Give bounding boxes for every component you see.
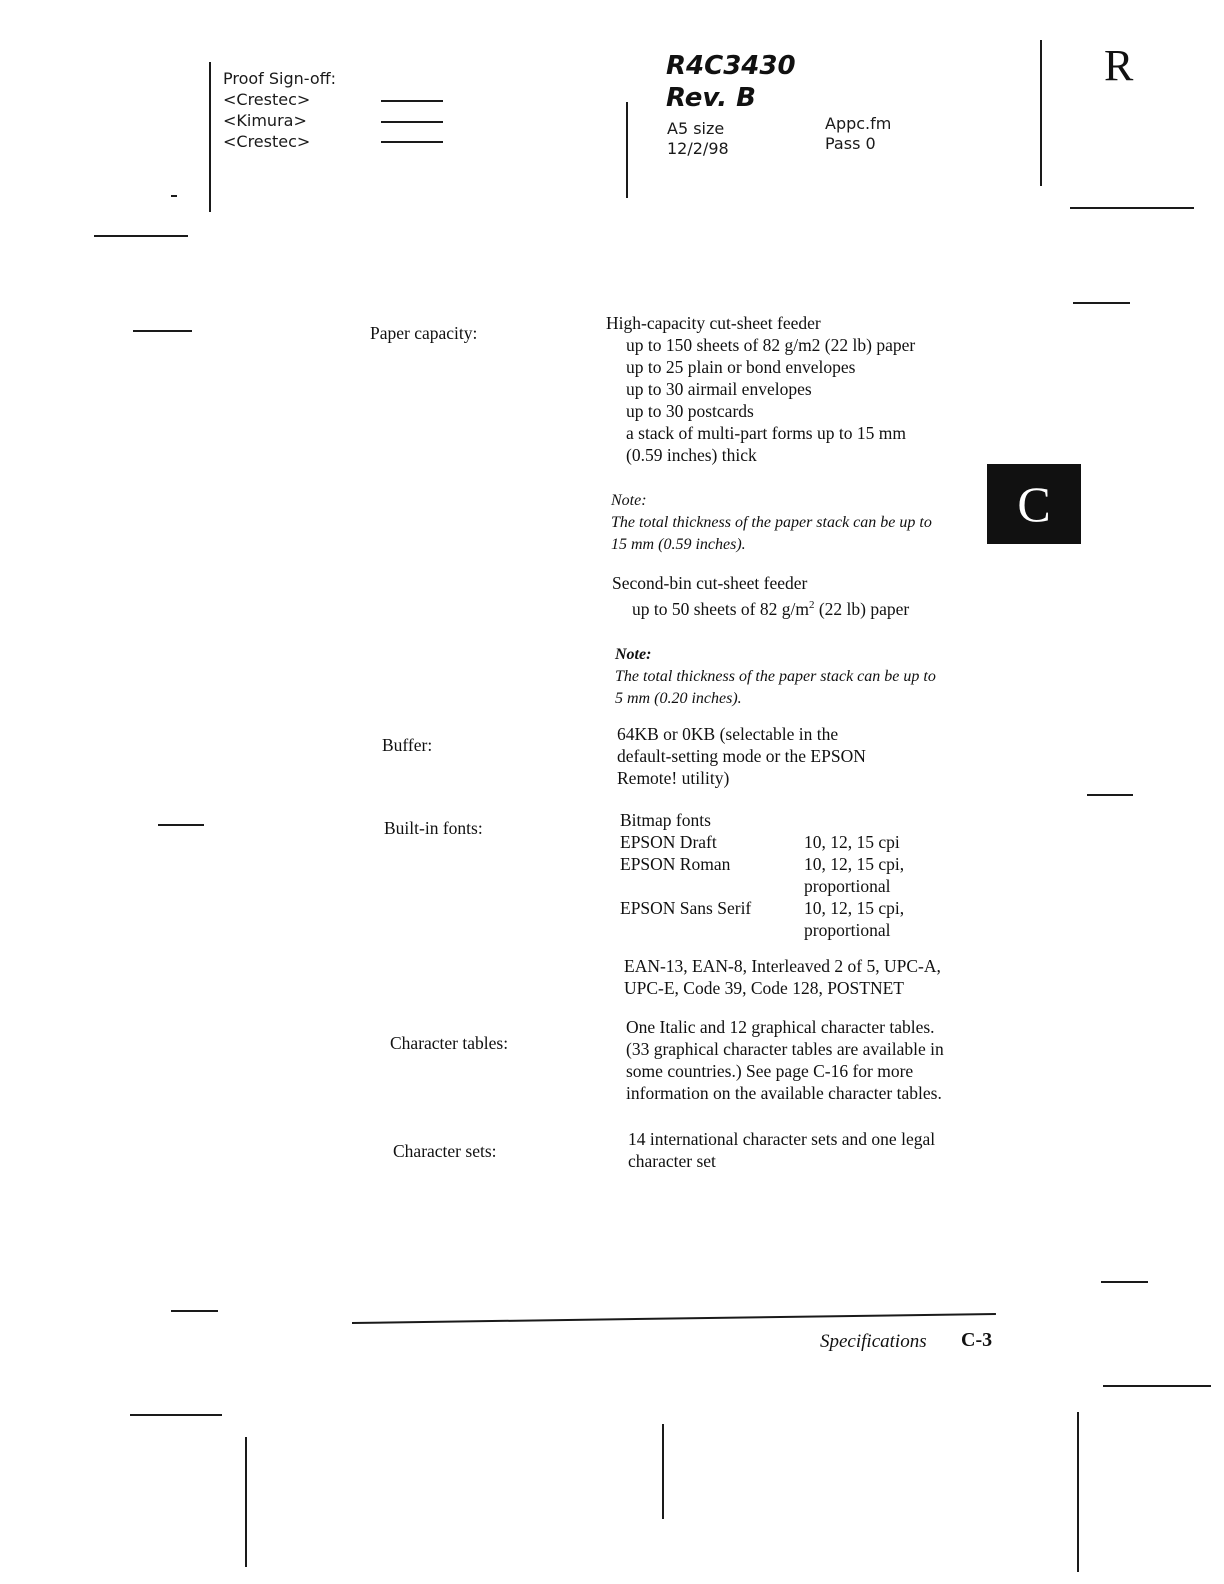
crop-mark bbox=[171, 1310, 218, 1312]
note-1-title: Note: bbox=[611, 492, 647, 509]
pass-number: Pass 0 bbox=[825, 134, 876, 153]
signoff-line bbox=[381, 100, 443, 102]
sb-item bbox=[612, 594, 909, 620]
note-1-text: The total thickness of the paper stack can be up to bbox=[611, 514, 932, 531]
bitmap-fonts-title: Bitmap fonts bbox=[620, 810, 711, 830]
crop-mark bbox=[158, 824, 204, 826]
second-bin-feeder bbox=[612, 572, 909, 620]
section-tab-letter: C bbox=[1017, 476, 1051, 532]
signoff-name: <Crestec> bbox=[223, 132, 311, 151]
hc-title: High-capacity cut-sheet feeder bbox=[606, 313, 821, 333]
char-tables-line: (33 graphical character tables are available in bbox=[626, 1039, 944, 1059]
doc-code: R4C3430 bbox=[666, 51, 796, 81]
font-pitch: proportional bbox=[804, 876, 891, 896]
crop-mark bbox=[245, 1437, 247, 1567]
sb-item-pre: up to 50 sheets of 82 g/m bbox=[632, 598, 809, 619]
section-tab bbox=[987, 464, 1081, 544]
char-tables-label: Character tables: bbox=[390, 1033, 509, 1053]
font-row bbox=[620, 897, 904, 941]
barcode-fonts bbox=[624, 955, 941, 999]
signoff-name: <Crestec> bbox=[223, 90, 311, 109]
sb-item-post: (22 lb) paper bbox=[814, 598, 910, 619]
buffer-label: Buffer: bbox=[382, 735, 433, 755]
corner-letter: R bbox=[1104, 41, 1134, 90]
signoff-title: Proof Sign-off: bbox=[223, 69, 337, 88]
buffer-line: default-setting mode or the EPSON bbox=[617, 746, 866, 766]
char-tables-line: information on the available character tables. bbox=[626, 1083, 942, 1103]
hc-item: up to 30 airmail envelopes bbox=[626, 379, 812, 399]
signoff-block bbox=[223, 68, 336, 152]
sb-item-sup: 2 bbox=[808, 599, 815, 611]
crop-mark bbox=[1087, 794, 1133, 796]
file-name: Appc.fm bbox=[825, 114, 892, 133]
doc-date: 12/2/98 bbox=[667, 139, 729, 158]
char-tables-line: One Italic and 12 graphical character tables. bbox=[626, 1017, 935, 1037]
char-sets-value bbox=[628, 1128, 935, 1172]
crop-mark bbox=[1103, 1385, 1211, 1387]
signoff-line bbox=[381, 121, 443, 123]
font-pitch: proportional bbox=[804, 920, 891, 940]
sb-title: Second-bin cut-sheet feeder bbox=[612, 573, 808, 593]
font-pitch: 10, 12, 15 cpi, bbox=[804, 854, 905, 874]
note-1 bbox=[611, 490, 932, 556]
note-2-text: 5 mm (0.20 inches). bbox=[615, 690, 742, 707]
paper-capacity-label: Paper capacity: bbox=[370, 323, 478, 343]
note-2 bbox=[615, 644, 936, 710]
signoff-vertical-rule bbox=[209, 62, 211, 212]
note-1-text: 15 mm (0.59 inches). bbox=[611, 536, 746, 553]
crop-mark bbox=[1073, 302, 1130, 304]
char-sets-line: character set bbox=[628, 1151, 716, 1171]
signoff-name: <Kimura> bbox=[223, 111, 307, 130]
footer-page-number: C-3 bbox=[961, 1329, 993, 1351]
buffer-value bbox=[617, 723, 866, 789]
font-row bbox=[620, 853, 904, 897]
footer-section: Specifications bbox=[820, 1331, 927, 1352]
crop-mark bbox=[662, 1424, 664, 1519]
crop-mark bbox=[1077, 1412, 1079, 1572]
signoff-line bbox=[381, 141, 443, 143]
hc-item: up to 150 sheets of 82 g/m2 (22 lb) paper bbox=[626, 335, 916, 355]
fonts-label: Built-in fonts: bbox=[384, 818, 483, 838]
char-tables-value bbox=[626, 1016, 944, 1104]
header-vertical-rule bbox=[626, 102, 628, 198]
crop-mark bbox=[130, 1414, 222, 1416]
buffer-line: 64KB or 0KB (selectable in the bbox=[617, 724, 839, 744]
paper-size: A5 size bbox=[667, 119, 725, 138]
crop-mark bbox=[171, 195, 177, 197]
footer-rule bbox=[352, 1313, 996, 1323]
font-pitch: 10, 12, 15 cpi bbox=[804, 832, 900, 852]
char-sets-label: Character sets: bbox=[393, 1141, 497, 1161]
hc-item: up to 25 plain or bond envelopes bbox=[626, 357, 856, 377]
crop-mark bbox=[1101, 1281, 1148, 1283]
crop-mark bbox=[1070, 207, 1194, 209]
font-name: EPSON Roman bbox=[620, 854, 731, 874]
crop-mark bbox=[133, 330, 192, 332]
high-capacity-feeder bbox=[606, 312, 915, 466]
header-right-rule bbox=[1040, 40, 1042, 186]
fonts-value bbox=[620, 809, 904, 941]
note-2-text: The total thickness of the paper stack can be up to bbox=[615, 668, 936, 685]
hc-item: up to 30 postcards bbox=[626, 401, 754, 421]
barcode-line: EAN-13, EAN-8, Interleaved 2 of 5, UPC-A, bbox=[624, 956, 941, 976]
buffer-line: Remote! utility) bbox=[617, 768, 730, 788]
font-name: EPSON Sans Serif bbox=[620, 898, 752, 918]
crop-mark bbox=[94, 235, 188, 237]
note-2-title: Note: bbox=[615, 646, 652, 663]
char-tables-line: some countries.) See page C-16 for more bbox=[626, 1061, 914, 1081]
revision: Rev. B bbox=[666, 83, 756, 113]
font-name: EPSON Draft bbox=[620, 832, 717, 852]
hc-item: a stack of multi-part forms up to 15 mm bbox=[626, 423, 906, 443]
font-pitch: 10, 12, 15 cpi, bbox=[804, 898, 905, 918]
hc-item: (0.59 inches) thick bbox=[626, 445, 757, 465]
font-row bbox=[620, 831, 904, 853]
char-sets-line: 14 international character sets and one legal bbox=[628, 1129, 936, 1149]
barcode-line: UPC-E, Code 39, Code 128, POSTNET bbox=[624, 978, 904, 998]
